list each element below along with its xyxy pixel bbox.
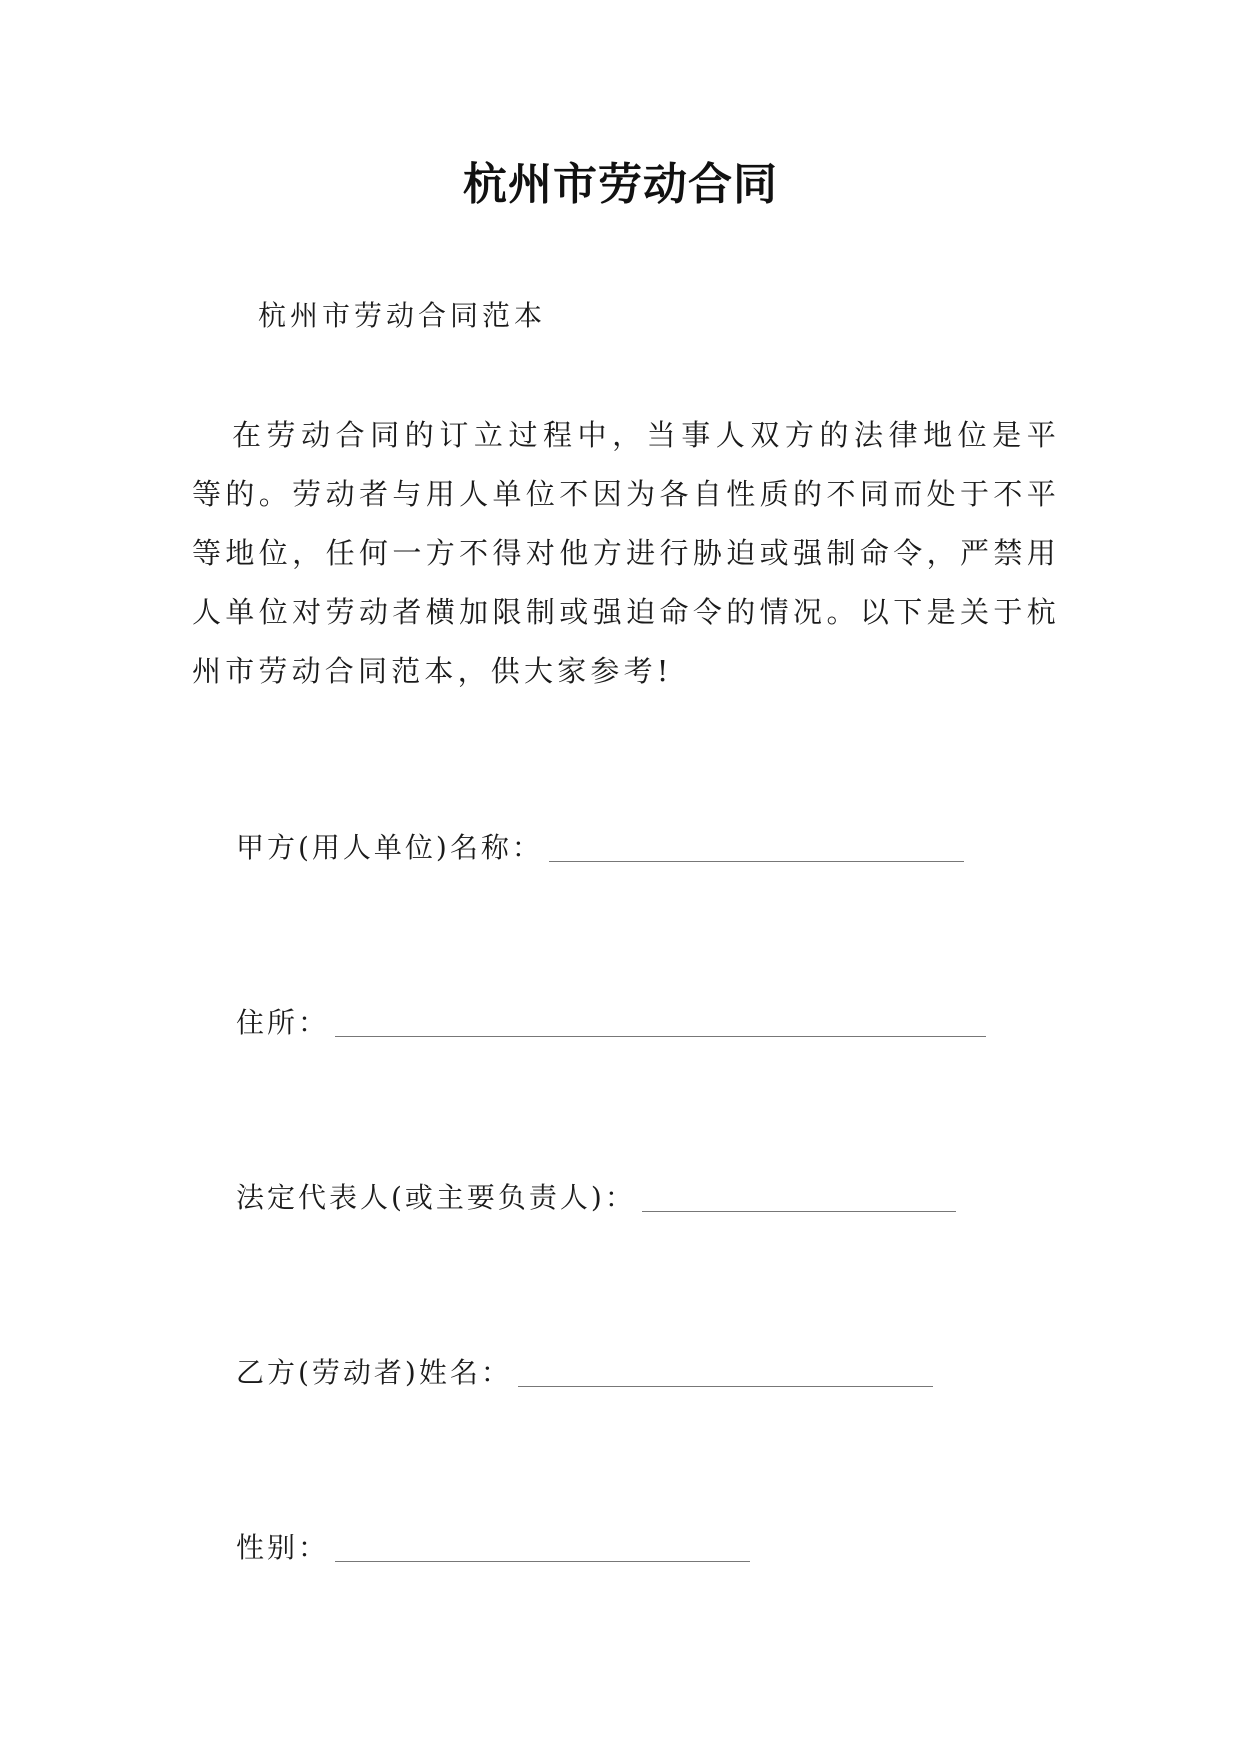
address-blank[interactable] [335,1012,986,1037]
gender-field [236,1528,750,1568]
party-a-name-field [236,828,964,868]
party-b-name-label: 乙方(劳动者)姓名： [236,1356,512,1389]
intro-paragraph: 在劳动合同的订立过程中，当事人双方的法律地位是平等的。劳动者与用人单位不因为各自性质的不同而处于不平等地位，任何一方不得对他方进行胁迫或强制命令，严禁用人单位对劳动者横加限制或强迫命令的情况。以下是关于杭州市劳动合同范本，供大家参考! [192,418,1060,688]
legal-representative-field [236,1178,956,1218]
address-field [236,1003,986,1043]
party-a-name-label: 甲方(用人单位)名称： [236,831,543,864]
gender-label: 性别： [236,1531,330,1564]
party-b-name-field [236,1353,933,1393]
legal-representative-label: 法定代表人(或主要负责人)： [236,1181,636,1214]
gender-blank[interactable] [335,1537,750,1562]
legal-representative-blank[interactable] [642,1187,956,1212]
address-label: 住所： [236,1006,330,1039]
document-title: 杭州市劳动合同 [463,159,778,210]
party-a-name-blank[interactable] [549,837,964,862]
party-b-name-blank[interactable] [518,1362,933,1387]
document-subtitle: 杭州市劳动合同范本 [258,299,547,332]
